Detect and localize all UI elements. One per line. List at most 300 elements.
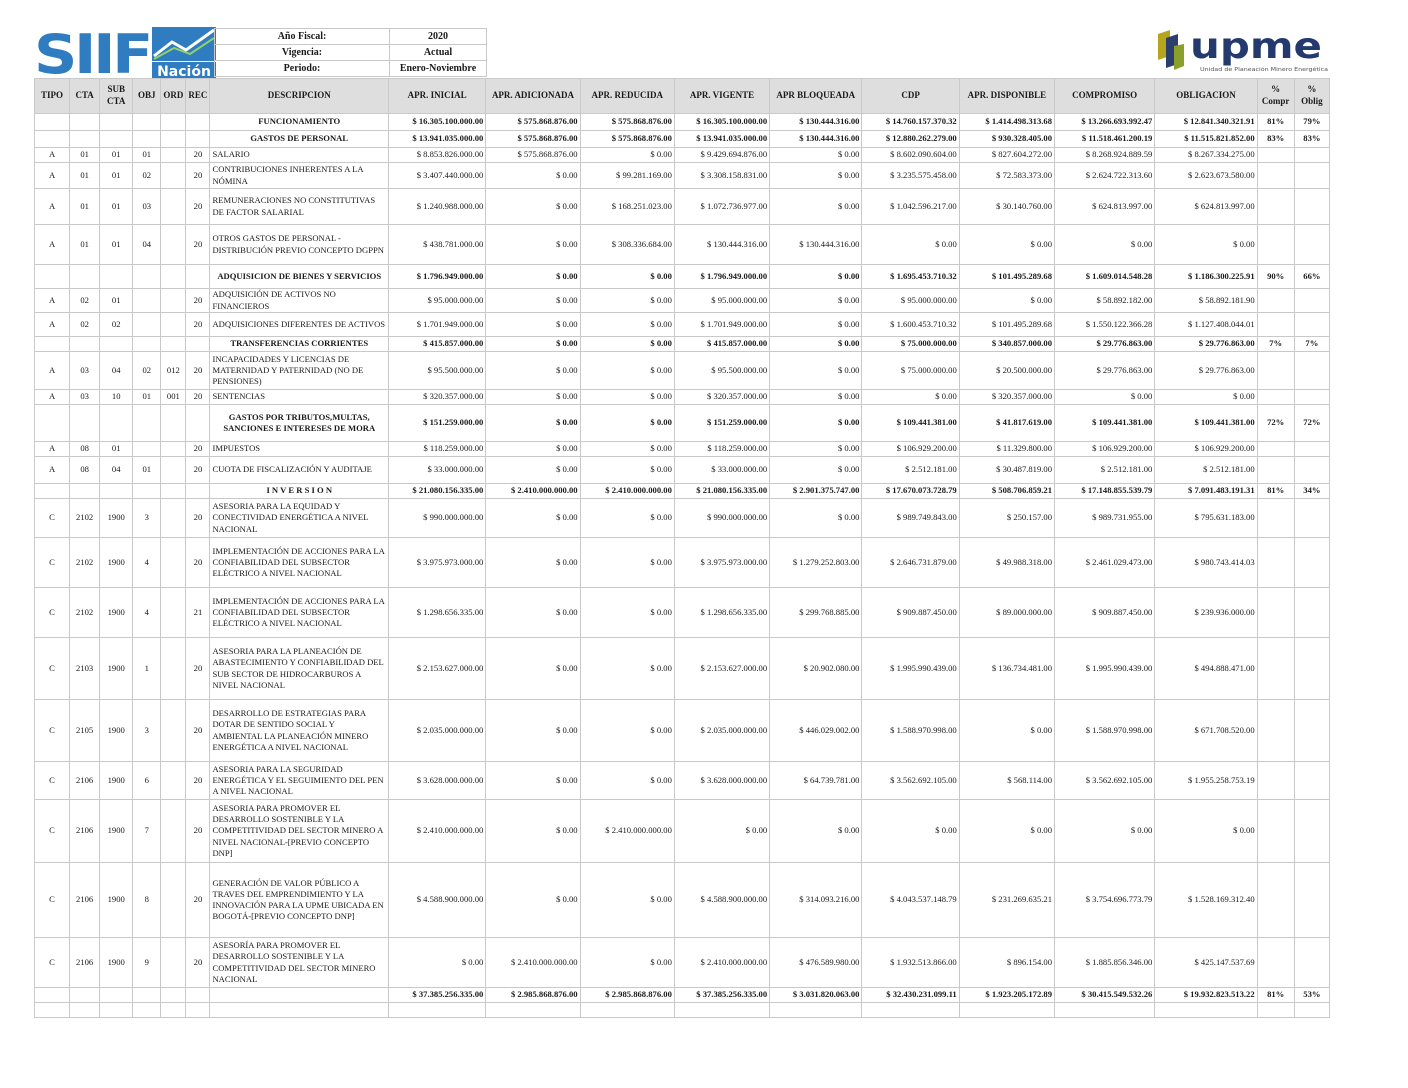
cell-oblig — [1294, 938, 1329, 988]
cell-rec: 20 — [186, 638, 210, 700]
cell-apr-inicial: $ 2.035.000.000.00 — [389, 700, 486, 762]
cell-rec — [186, 131, 210, 148]
cell-apr-disponible: $ 231.269.635.21 — [959, 863, 1054, 938]
cell-ord — [161, 588, 186, 638]
cell-cdp: $ 17.670.073.728.79 — [862, 484, 959, 499]
cell-tipo: A — [35, 189, 70, 225]
cell-apr-vigente: $ 415.857.000.00 — [674, 337, 769, 352]
cell-obj — [133, 988, 161, 1003]
cell-apr-disponible: $ 0.00 — [959, 700, 1054, 762]
cell-obligacion: $ 980.743.414.03 — [1155, 538, 1257, 588]
cell-cdp: $ 75.000.000.00 — [862, 352, 959, 390]
cell-apr-adicionada: $ 2.410.000.000.00 — [486, 938, 580, 988]
cell-apr-reducida: $ 0.00 — [580, 289, 674, 313]
cell-rec: 20 — [186, 762, 210, 800]
cell-apr-inicial: $ 320.357.000.00 — [389, 390, 486, 405]
col-header-pct-oblig: % Oblig — [1294, 79, 1329, 114]
cell-oblig: 53% — [1294, 988, 1329, 1003]
cell-cta: 01 — [70, 225, 100, 265]
cell-cta: 01 — [70, 148, 100, 163]
cell-apr-bloqueada: $ 0.00 — [770, 337, 862, 352]
cell-apr-disponible: $ 320.357.000.00 — [959, 390, 1054, 405]
cell-compromiso: $ 624.813.997.00 — [1055, 189, 1155, 225]
cell-tipo: A — [35, 148, 70, 163]
cell-oblig — [1294, 538, 1329, 588]
cell-apr-disponible: $ 11.329.800.00 — [959, 442, 1054, 457]
cell-apr-vigente: $ 13.941.035.000.00 — [674, 131, 769, 148]
cell-cdp: $ 8.602.090.604.00 — [862, 148, 959, 163]
cell-obj: 01 — [133, 148, 161, 163]
cell-apr-reducida: $ 0.00 — [580, 938, 674, 988]
cell-cta — [70, 131, 100, 148]
siif-nacion-logo — [34, 26, 218, 78]
meta-row-periodo — [215, 61, 487, 77]
cell-apr-vigente: $ 3.308.158.831.00 — [674, 163, 769, 189]
cell-apr-reducida — [580, 1003, 674, 1018]
upme-logo-text: upme — [1190, 26, 1322, 67]
cell-descripcion: REMUNERACIONES NO CONSTITUTIVAS DE FACTOR SALARIAL — [210, 189, 389, 225]
cell-descripcion: ASESORIA PARA LA EQUIDAD Y CONECTIVIDAD ENERGÉTICA A NIVEL NACIONAL — [210, 499, 389, 538]
cell-oblig — [1294, 225, 1329, 265]
cell-apr-bloqueada: $ 0.00 — [770, 163, 862, 189]
cell-apr-bloqueada: $ 0.00 — [770, 442, 862, 457]
cell-descripcion: ADQUISICIÓN DE ACTIVOS NO FINANCIEROS — [210, 289, 389, 313]
col-header-compromiso: COMPROMISO — [1055, 79, 1155, 114]
cell-oblig: 34% — [1294, 484, 1329, 499]
table-row — [35, 588, 1330, 638]
cell-compr: 81% — [1257, 988, 1294, 1003]
table-row — [35, 938, 1330, 988]
cell-apr-adicionada: $ 0.00 — [486, 762, 580, 800]
col-header-tipo: TIPO — [35, 79, 70, 114]
cell-compr — [1257, 390, 1294, 405]
cell-compr: 90% — [1257, 265, 1294, 289]
cell-rec: 20 — [186, 163, 210, 189]
cell-compromiso: $ 2.512.181.00 — [1055, 457, 1155, 484]
cell-sub-cta: 1900 — [100, 762, 133, 800]
subtotal-row — [35, 131, 1330, 148]
cell-apr-bloqueada: $ 130.444.316.00 — [770, 114, 862, 131]
cell-tipo: C — [35, 863, 70, 938]
table-row — [35, 700, 1330, 762]
cell-tipo: C — [35, 800, 70, 863]
cell-sub-cta: 1900 — [100, 499, 133, 538]
cell-tipo — [35, 988, 70, 1003]
table-row — [35, 225, 1330, 265]
cell-descripcion: GENERACIÓN DE VALOR PÚBLICO A TRAVES DEL EMPRENDIMIENTO Y LA INNOVACIÓN PARA LA UPME UBICADA EN BOGOTÁ-[PREVIO CONCEPTO DNP] — [210, 863, 389, 938]
cell-apr-adicionada: $ 0.00 — [486, 225, 580, 265]
cell-cdp: $ 32.430.231.099.11 — [862, 988, 959, 1003]
cell-obligacion: $ 1.955.258.753.19 — [1155, 762, 1257, 800]
cell-rec: 20 — [186, 700, 210, 762]
cell-tipo: A — [35, 225, 70, 265]
cell-sub-cta: 01 — [100, 442, 133, 457]
cell-ord — [161, 988, 186, 1003]
cell-oblig — [1294, 588, 1329, 638]
cell-descripcion: GASTOS POR TRIBUTOS,MULTAS, SANCIONES E INTERESES DE MORA — [210, 405, 389, 442]
cell-descripcion: SENTENCIAS — [210, 390, 389, 405]
cell-apr-vigente: $ 1.072.736.977.00 — [674, 189, 769, 225]
cell-apr-vigente: $ 4.588.900.000.00 — [674, 863, 769, 938]
cell-cta: 2102 — [70, 588, 100, 638]
cell-apr-bloqueada: $ 20.902.080.00 — [770, 638, 862, 700]
cell-rec: 20 — [186, 457, 210, 484]
cell-sub-cta: 1900 — [100, 700, 133, 762]
table-body — [35, 114, 1330, 1018]
meta-row-vigencia — [215, 45, 487, 61]
cell-apr-inicial: $ 1.701.949.000.00 — [389, 313, 486, 337]
cell-apr-bloqueada: $ 0.00 — [770, 499, 862, 538]
cell-obligacion: $ 671.708.520.00 — [1155, 700, 1257, 762]
cell-descripcion: ASESORIA PARA LA PLANEACIÓN DE ABASTECIMIENTO Y CONFIABILIDAD DEL SUB SECTOR DE HIDROCARBUROS A NIVEL NACIONAL — [210, 638, 389, 700]
cell-obligacion: $ 106.929.200.00 — [1155, 442, 1257, 457]
cell-apr-reducida: $ 0.00 — [580, 148, 674, 163]
cell-apr-bloqueada: $ 1.279.252.803.00 — [770, 538, 862, 588]
meta-value: Actual — [390, 45, 487, 61]
cell-descripcion: ADQUISICION DE BIENES Y SERVICIOS — [210, 265, 389, 289]
cell-tipo: A — [35, 457, 70, 484]
cell-sub-cta — [100, 131, 133, 148]
cell-oblig — [1294, 313, 1329, 337]
cell-rec — [186, 114, 210, 131]
cell-obj — [133, 114, 161, 131]
cell-apr-inicial: $ 33.000.000.00 — [389, 457, 486, 484]
cell-obj: 02 — [133, 352, 161, 390]
cell-compr — [1257, 700, 1294, 762]
cell-apr-inicial: $ 415.857.000.00 — [389, 337, 486, 352]
cell-rec: 20 — [186, 390, 210, 405]
cell-apr-adicionada: $ 0.00 — [486, 457, 580, 484]
cell-tipo — [35, 1003, 70, 1018]
cell-apr-vigente: $ 2.410.000.000.00 — [674, 938, 769, 988]
cell-compr: 83% — [1257, 131, 1294, 148]
cell-ord — [161, 1003, 186, 1018]
cell-tipo: C — [35, 638, 70, 700]
cell-cta — [70, 484, 100, 499]
cell-rec: 20 — [186, 442, 210, 457]
cell-cta — [70, 988, 100, 1003]
cell-ord — [161, 337, 186, 352]
cell-descripcion: IMPLEMENTACIÓN DE ACCIONES PARA LA CONFIABILIDAD DEL SUBSECTOR ELÉCTRICO A NIVEL NACIONAL — [210, 538, 389, 588]
cell-rec: 20 — [186, 352, 210, 390]
cell-rec: 20 — [186, 225, 210, 265]
cell-apr-disponible: $ 0.00 — [959, 289, 1054, 313]
cell-obligacion: $ 239.936.000.00 — [1155, 588, 1257, 638]
cell-apr-vigente: $ 3.628.000.000.00 — [674, 762, 769, 800]
cell-apr-inicial: $ 13.941.035.000.00 — [389, 131, 486, 148]
cell-apr-adicionada: $ 575.868.876.00 — [486, 148, 580, 163]
cell-compr — [1257, 588, 1294, 638]
cell-compromiso: $ 1.995.990.439.00 — [1055, 638, 1155, 700]
cell-obligacion: $ 58.892.181.90 — [1155, 289, 1257, 313]
cell-compromiso: $ 58.892.182.00 — [1055, 289, 1155, 313]
cell-descripcion: GASTOS DE PERSONAL — [210, 131, 389, 148]
col-header-cdp: CDP — [862, 79, 959, 114]
cell-apr-reducida: $ 0.00 — [580, 538, 674, 588]
cell-apr-disponible: $ 136.734.481.00 — [959, 638, 1054, 700]
upme-logo — [1156, 26, 1330, 74]
table-row — [35, 762, 1330, 800]
cell-ord — [161, 538, 186, 588]
cell-obligacion: $ 2.623.673.580.00 — [1155, 163, 1257, 189]
cell-apr-reducida: $ 0.00 — [580, 499, 674, 538]
cell-obj: 01 — [133, 390, 161, 405]
cell-oblig — [1294, 863, 1329, 938]
cell-sub-cta — [100, 988, 133, 1003]
cell-apr-bloqueada — [770, 1003, 862, 1018]
cell-tipo: A — [35, 163, 70, 189]
cell-apr-bloqueada: $ 0.00 — [770, 189, 862, 225]
cell-cdp: $ 1.600.453.710.32 — [862, 313, 959, 337]
cell-tipo: C — [35, 499, 70, 538]
cell-apr-inicial: $ 118.259.000.00 — [389, 442, 486, 457]
cell-cdp: $ 1.995.990.439.00 — [862, 638, 959, 700]
cell-rec: 20 — [186, 800, 210, 863]
col-header-obligacion: OBLIGACION — [1155, 79, 1257, 114]
cell-cdp: $ 2.646.731.879.00 — [862, 538, 959, 588]
cell-compr — [1257, 313, 1294, 337]
cell-cta: 08 — [70, 457, 100, 484]
cell-apr-disponible: $ 49.988.318.00 — [959, 538, 1054, 588]
cell-apr-adicionada: $ 0.00 — [486, 289, 580, 313]
cell-apr-vigente: $ 990.000.000.00 — [674, 499, 769, 538]
cell-apr-inicial: $ 3.975.973.000.00 — [389, 538, 486, 588]
cell-cdp: $ 0.00 — [862, 800, 959, 863]
table-row — [35, 499, 1330, 538]
cell-apr-bloqueada: $ 0.00 — [770, 352, 862, 390]
cell-ord — [161, 484, 186, 499]
cell-obligacion: $ 12.841.340.321.91 — [1155, 114, 1257, 131]
cell-tipo — [35, 131, 70, 148]
cell-apr-inicial: $ 1.796.949.000.00 — [389, 265, 486, 289]
cell-apr-disponible: $ 0.00 — [959, 225, 1054, 265]
cell-cdp: $ 14.760.157.370.32 — [862, 114, 959, 131]
cell-apr-disponible: $ 568.114.00 — [959, 762, 1054, 800]
cell-apr-inicial: $ 3.407.440.000.00 — [389, 163, 486, 189]
col-header-rec: REC — [186, 79, 210, 114]
cell-apr-disponible: $ 1.923.205.172.89 — [959, 988, 1054, 1003]
cell-apr-reducida: $ 2.410.000.000.00 — [580, 484, 674, 499]
cell-oblig — [1294, 148, 1329, 163]
cell-compromiso: $ 909.887.450.00 — [1055, 588, 1155, 638]
cell-cta: 2106 — [70, 800, 100, 863]
cell-apr-disponible: $ 340.857.000.00 — [959, 337, 1054, 352]
col-header-subcta: SUB CTA — [100, 79, 133, 114]
cell-obj: 3 — [133, 700, 161, 762]
cell-obj: 6 — [133, 762, 161, 800]
cell-ord — [161, 289, 186, 313]
cell-tipo: A — [35, 352, 70, 390]
table-row — [35, 800, 1330, 863]
cell-compr — [1257, 538, 1294, 588]
cell-apr-reducida: $ 0.00 — [580, 588, 674, 638]
cell-tipo: A — [35, 289, 70, 313]
cell-compr: 72% — [1257, 405, 1294, 442]
cell-ord — [161, 800, 186, 863]
cell-compromiso — [1055, 1003, 1155, 1018]
cell-cta: 08 — [70, 442, 100, 457]
cell-descripcion: TRANSFERENCIAS CORRIENTES — [210, 337, 389, 352]
cell-obligacion: $ 425.147.537.69 — [1155, 938, 1257, 988]
cell-apr-inicial: $ 151.259.000.00 — [389, 405, 486, 442]
cell-tipo — [35, 405, 70, 442]
meta-row-fiscal-year — [215, 29, 487, 45]
fiscal-meta-table — [214, 28, 487, 77]
cell-obligacion: $ 494.888.471.00 — [1155, 638, 1257, 700]
cell-oblig — [1294, 638, 1329, 700]
budget-execution-table — [34, 78, 1330, 1018]
cell-apr-vigente: $ 16.305.100.000.00 — [674, 114, 769, 131]
cell-apr-adicionada: $ 0.00 — [486, 800, 580, 863]
cell-apr-inicial: $ 37.385.256.335.00 — [389, 988, 486, 1003]
cell-obj: 4 — [133, 538, 161, 588]
cell-ord — [161, 863, 186, 938]
col-header-apr-vigente: APR. VIGENTE — [674, 79, 769, 114]
cell-cdp — [862, 1003, 959, 1018]
cell-oblig — [1294, 390, 1329, 405]
cell-apr-adicionada: $ 0.00 — [486, 390, 580, 405]
cell-apr-disponible: $ 30.487.819.00 — [959, 457, 1054, 484]
cell-cdp: $ 1.042.596.217.00 — [862, 189, 959, 225]
cell-obj — [133, 265, 161, 289]
cell-sub-cta — [100, 337, 133, 352]
cell-apr-bloqueada: $ 299.768.885.00 — [770, 588, 862, 638]
cell-apr-reducida: $ 0.00 — [580, 442, 674, 457]
cell-compromiso: $ 109.441.381.00 — [1055, 405, 1155, 442]
cell-cta: 2106 — [70, 938, 100, 988]
cell-compromiso: $ 1.609.014.548.28 — [1055, 265, 1155, 289]
cell-apr-disponible: $ 1.414.498.313.68 — [959, 114, 1054, 131]
cell-apr-disponible: $ 250.157.00 — [959, 499, 1054, 538]
cell-tipo — [35, 114, 70, 131]
table-row — [35, 442, 1330, 457]
cell-cdp: $ 0.00 — [862, 225, 959, 265]
cell-apr-reducida: $ 0.00 — [580, 457, 674, 484]
cell-tipo: C — [35, 700, 70, 762]
cell-apr-reducida: $ 0.00 — [580, 352, 674, 390]
cell-compromiso: $ 989.731.955.00 — [1055, 499, 1155, 538]
cell-descripcion — [210, 1003, 389, 1018]
col-header-descripcion: DESCRIPCION — [210, 79, 389, 114]
cell-obj: 01 — [133, 457, 161, 484]
cell-cta: 2106 — [70, 863, 100, 938]
cell-apr-reducida: $ 168.251.023.00 — [580, 189, 674, 225]
cell-compromiso: $ 3.562.692.105.00 — [1055, 762, 1155, 800]
cell-apr-adicionada: $ 2.985.868.876.00 — [486, 988, 580, 1003]
col-header-apr-inicial: APR. INICIAL — [389, 79, 486, 114]
cell-ord — [161, 265, 186, 289]
cell-cta: 02 — [70, 289, 100, 313]
cell-apr-reducida: $ 2.985.868.876.00 — [580, 988, 674, 1003]
cell-sub-cta — [100, 484, 133, 499]
cell-ord — [161, 700, 186, 762]
cell-compr — [1257, 638, 1294, 700]
cell-compr: 81% — [1257, 484, 1294, 499]
cell-apr-bloqueada: $ 2.901.375.747.00 — [770, 484, 862, 499]
cell-obj — [133, 289, 161, 313]
cell-compr — [1257, 863, 1294, 938]
cell-obligacion: $ 29.776.863.00 — [1155, 337, 1257, 352]
cell-sub-cta — [100, 114, 133, 131]
cell-apr-bloqueada: $ 446.029.002.00 — [770, 700, 862, 762]
cell-compromiso: $ 11.518.461.200.19 — [1055, 131, 1155, 148]
cell-tipo: C — [35, 538, 70, 588]
cell-obj: 8 — [133, 863, 161, 938]
cell-apr-vigente: $ 2.153.627.000.00 — [674, 638, 769, 700]
cell-apr-disponible: $ 30.140.760.00 — [959, 189, 1054, 225]
cell-apr-disponible: $ 41.817.619.00 — [959, 405, 1054, 442]
meta-label: Año Fiscal: — [215, 29, 390, 45]
table-row — [35, 638, 1330, 700]
header-row — [35, 79, 1330, 114]
cell-apr-reducida: $ 308.336.684.00 — [580, 225, 674, 265]
cell-apr-adicionada: $ 0.00 — [486, 588, 580, 638]
cell-descripcion: SALARIO — [210, 148, 389, 163]
cell-sub-cta: 1900 — [100, 863, 133, 938]
cell-rec — [186, 405, 210, 442]
cell-ord — [161, 638, 186, 700]
cell-apr-inicial: $ 4.588.900.000.00 — [389, 863, 486, 938]
subtotal-row — [35, 405, 1330, 442]
cell-ord — [161, 148, 186, 163]
cell-descripcion: IMPUESTOS — [210, 442, 389, 457]
cell-ord — [161, 405, 186, 442]
cell-apr-reducida: $ 0.00 — [580, 700, 674, 762]
cell-obj — [133, 131, 161, 148]
cell-oblig — [1294, 189, 1329, 225]
cell-apr-adicionada — [486, 1003, 580, 1018]
cell-sub-cta: 01 — [100, 163, 133, 189]
cell-cta — [70, 265, 100, 289]
cell-cdp: $ 989.749.843.00 — [862, 499, 959, 538]
cell-tipo: C — [35, 938, 70, 988]
cell-ord — [161, 189, 186, 225]
col-header-apr-adicionada: APR. ADICIONADA — [486, 79, 580, 114]
cell-cta: 01 — [70, 189, 100, 225]
cell-apr-disponible: $ 72.583.373.00 — [959, 163, 1054, 189]
table-row — [35, 289, 1330, 313]
cell-apr-bloqueada: $ 0.00 — [770, 148, 862, 163]
cell-compr — [1257, 762, 1294, 800]
cell-compromiso: $ 0.00 — [1055, 800, 1155, 863]
cell-apr-bloqueada: $ 314.093.216.00 — [770, 863, 862, 938]
cell-descripcion: DESARROLLO DE ESTRATEGIAS PARA DOTAR DE SENTIDO SOCIAL Y AMBIENTAL LA PLANEACIÓN MINERO ENERGÉTICA A NIVEL NACIONAL — [210, 700, 389, 762]
cell-apr-adicionada: $ 0.00 — [486, 499, 580, 538]
cell-apr-adicionada: $ 0.00 — [486, 163, 580, 189]
cell-apr-bloqueada: $ 64.739.781.00 — [770, 762, 862, 800]
cell-cta: 03 — [70, 390, 100, 405]
cell-rec — [186, 265, 210, 289]
cell-sub-cta: 01 — [100, 225, 133, 265]
cell-apr-reducida: $ 0.00 — [580, 762, 674, 800]
cell-tipo — [35, 337, 70, 352]
subtotal-row — [35, 337, 1330, 352]
cell-apr-vigente: $ 37.385.256.335.00 — [674, 988, 769, 1003]
cell-apr-reducida: $ 99.281.169.00 — [580, 163, 674, 189]
col-header-pct-compr: % Compr — [1257, 79, 1294, 114]
cell-apr-adicionada: $ 0.00 — [486, 700, 580, 762]
cell-apr-vigente: $ 151.259.000.00 — [674, 405, 769, 442]
subtotal-row — [35, 484, 1330, 499]
cell-cta — [70, 337, 100, 352]
cell-cdp: $ 0.00 — [862, 390, 959, 405]
cell-compromiso: $ 29.776.863.00 — [1055, 337, 1155, 352]
cell-cta: 02 — [70, 313, 100, 337]
cell-descripcion — [210, 988, 389, 1003]
cell-obligacion: $ 1.186.300.225.91 — [1155, 265, 1257, 289]
cell-obj: 9 — [133, 938, 161, 988]
cell-apr-disponible: $ 101.495.289.68 — [959, 313, 1054, 337]
